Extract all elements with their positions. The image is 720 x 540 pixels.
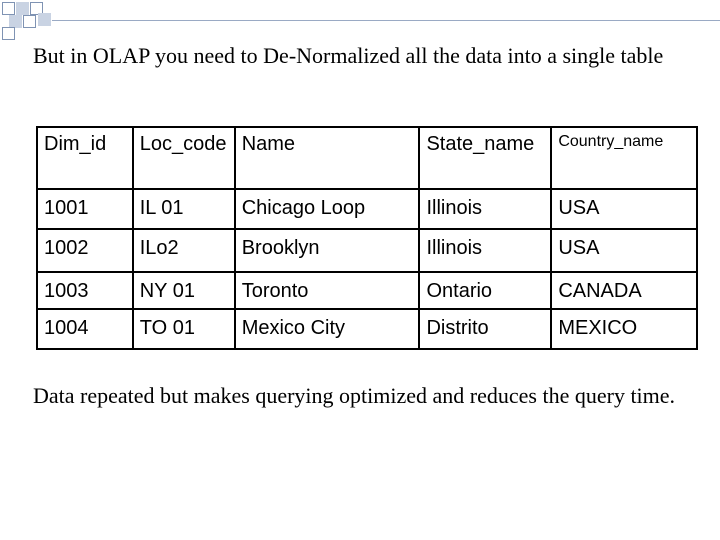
cell-state-name: Illinois xyxy=(419,229,551,272)
col-header-country-name: Country_name xyxy=(551,127,697,189)
table-row xyxy=(37,229,697,272)
cell-country-name: USA xyxy=(551,229,697,272)
cell-name: Chicago Loop xyxy=(235,189,420,229)
table-row xyxy=(37,309,697,349)
cell-name: Mexico City xyxy=(235,309,420,349)
cell-state-name: Distrito xyxy=(419,309,551,349)
square-icon xyxy=(2,2,15,15)
cell-name: Toronto xyxy=(235,272,420,309)
cell-country-name: MEXICO xyxy=(551,309,697,349)
col-header-loc-code: Loc_code xyxy=(133,127,235,189)
slide-heading: But in OLAP you need to De-Normalized all the data into a single table xyxy=(33,43,664,68)
cell-country-name: USA xyxy=(551,189,697,229)
cell-loc-code: IL 01 xyxy=(133,189,235,229)
footer-note: Data repeated but makes querying optimized and reduces the query time. xyxy=(33,383,676,408)
square-icon xyxy=(16,2,29,15)
col-header-dim-id: Dim_id xyxy=(37,127,133,189)
col-header-name: Name xyxy=(235,127,420,189)
square-icon xyxy=(38,13,51,26)
cell-state-name: Illinois xyxy=(419,189,551,229)
data-table xyxy=(36,126,698,350)
cell-name: Brooklyn xyxy=(235,229,420,272)
cell-loc-code: ILo2 xyxy=(133,229,235,272)
cell-dim-id: 1003 xyxy=(37,272,133,309)
table-header-row xyxy=(37,127,697,189)
square-icon xyxy=(2,27,15,40)
cell-country-name: CANADA xyxy=(551,272,697,309)
table-row xyxy=(37,189,697,229)
header-rule xyxy=(52,20,720,21)
cell-loc-code: TO 01 xyxy=(133,309,235,349)
cell-dim-id: 1004 xyxy=(37,309,133,349)
col-header-state-name: State_name xyxy=(419,127,551,189)
decorative-squares xyxy=(0,0,60,40)
cell-loc-code: NY 01 xyxy=(133,272,235,309)
table-row xyxy=(37,272,697,309)
cell-dim-id: 1001 xyxy=(37,189,133,229)
cell-state-name: Ontario xyxy=(419,272,551,309)
square-icon xyxy=(23,15,36,28)
cell-dim-id: 1002 xyxy=(37,229,133,272)
